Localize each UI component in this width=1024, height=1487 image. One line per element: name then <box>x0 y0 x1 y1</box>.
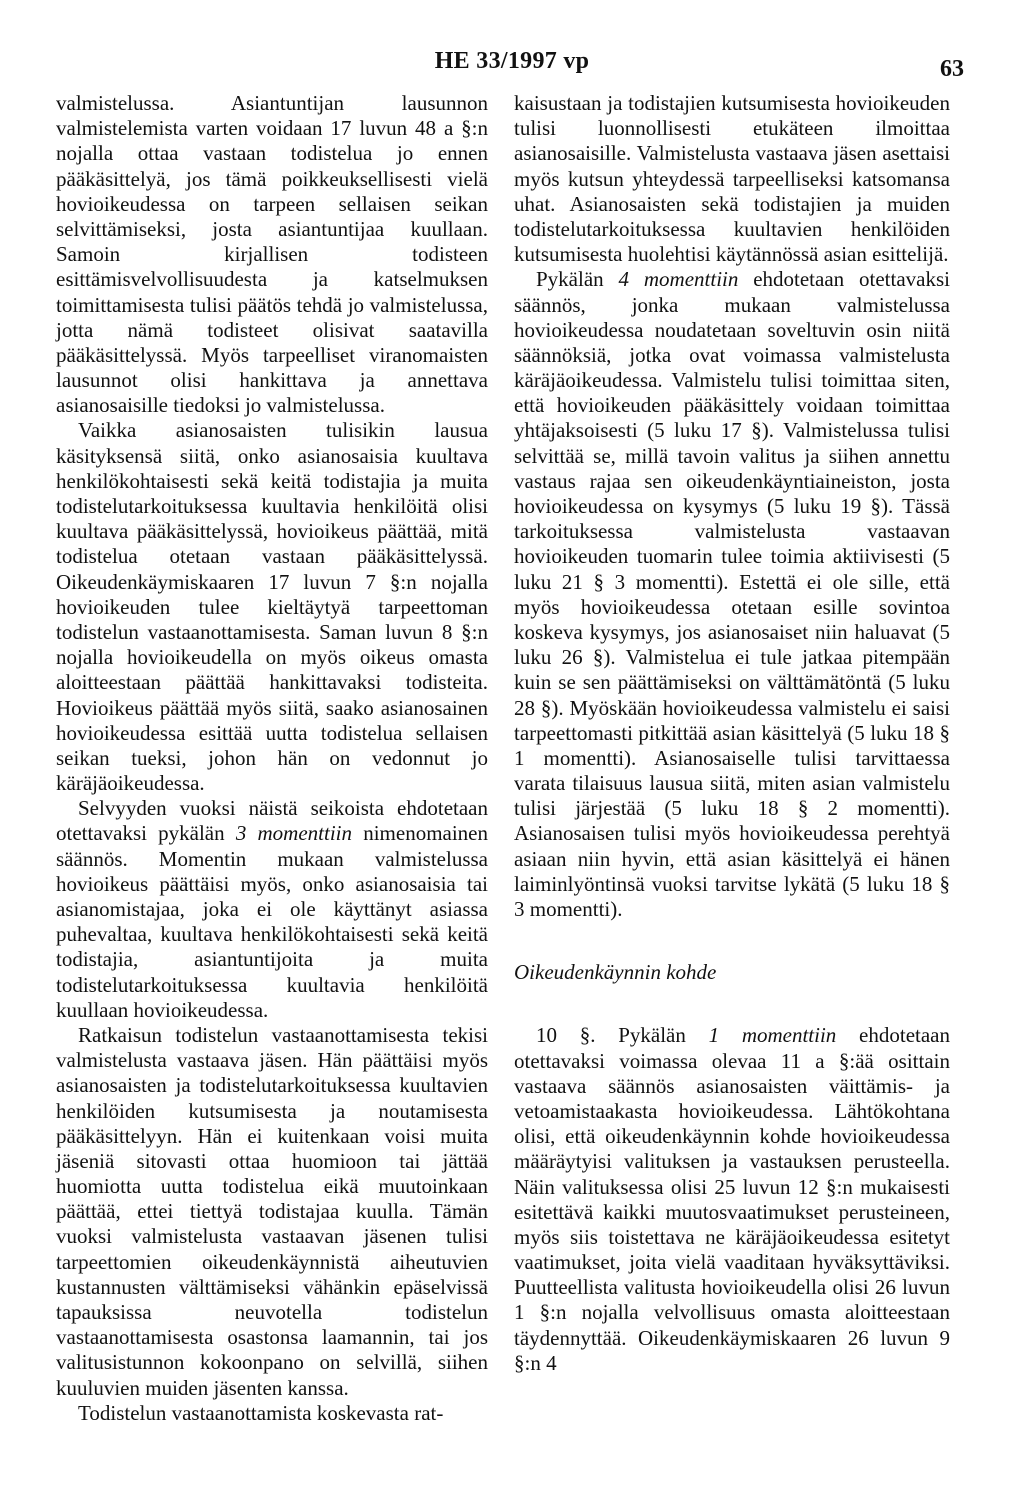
paragraph-text: Pykälän <box>536 267 619 292</box>
emphasis: 3 momenttiin <box>235 821 353 846</box>
emphasis: 1 momenttiin <box>708 1023 837 1048</box>
paragraph-text: ehdotetaan otettavaksi voimassa olevaa 11 a §:ää osittain vastaava säännös asianosaisten väittämis- ja vetoamistaakasta hovioikeudessa. Lähtökohtana olisi, että oikeudenkäynnin kohde hovioikeudessa määräytyisi valituksen ja vastauksen perusteella. Näin valituksessa olisi 25 luvun 12 §:n mukaisesti esitettävä kaikki muutosvaatimukset perusteineen, myös siis toistettava ne käräjäoikeudessa esitetyt vaatimukset, joita vielä vaaditaan hyväksyttäviksi. Puutteellista valitusta hovioikeudella olisi 26 luvun 1 §:n nojalla velvollisuus omasta aloitteestaan täydennyttää. Oikeudenkäymiskaaren 26 luvun 9 §:n 4 <box>514 1023 950 1375</box>
paragraph <box>56 796 488 1023</box>
page-number: 63 <box>940 56 964 82</box>
document-id: HE 33/1997 vp <box>434 48 590 74</box>
paragraph-text: nimenomainen säännös. Momentin mukaan valmistelussa hovioikeus päättäisi myös, onko asianosaisia tai asianomistajaa, joka ei ole käyttänyt asiassa puhevaltaa, kuultava henkilökohtaisesti sekä keitä todistajia, asiantuntijoita ja muita todistelutarkoituksessa kuultavia henkilöitä kuullaan hovioikeudessa. <box>56 821 488 1022</box>
paragraph <box>514 1023 950 1376</box>
section-heading: Oikeudenkäynnin kohde <box>514 960 717 985</box>
emphasis: 4 momenttiin <box>618 267 739 292</box>
paragraph: kaisustaan ja todistajien kutsumisesta hovioikeuden tulisi luonnollisesti etukäteen ilmoittaa asianosaisille. Valmistelusta vastaava jäsen asettaisi myös kutsun yhteydessä tarpeelliseksi katsomansa uhat. Asianosaisten sekä todistajien ja muiden todistelutarkoituksessa kuultavien henkilöiden kutsumisesta huolehtisi käytännössä asian esittelijä. <box>514 91 950 267</box>
paragraph: Todistelun vastaanottamista koskevasta rat- <box>78 1400 444 1425</box>
paragraph-text: Selvyyden vuoksi näistä seikoista ehdotetaan otettavaksi pykälän <box>56 796 488 846</box>
paragraph-text: ehdotetaan otettavaksi säännös, jonka mukaan valmistelussa hovioikeudessa noudatetaan soveltuvin osin niitä säännöksiä, jotka ovat voimassa valmistelusta käräjäoikeudessa. Valmistelu tulisi toimittaa siten, että hovioikeuden pääkäsittely voidaan toimittaa yhtäjaksoisesti (5 luku 17 §). Valmistelussa tulisi selvittää se, millä tavoin valitus ja siihen annettu vastaus rajaa sen oikeudenkäyntiaineiston, josta hovioikeudessa on kysymys (5 luku 19 §). Tässä tarkoituksessa valmistelusta vastaavan hovioikeuden tuomarin tulee toimia aktiivisesti (5 luku 21 § 3 momentti). Estettä ei ole sille, että myös hovioikeudessa otetaan esille sovintoa koskeva kysymys, jos asianosaiset niin haluavat (5 luku 26 §). Valmistelua ei tule jatkaa pitempään kuin se sen päättämiseksi on välttämätöntä (5 luku 28 §). Myöskään hovioikeudessa valmistelu ei saisi tarpeettomasti pitkittää asian käsittelyä (5 luku 18 § 1 momentti). Asianosaiselle tulisi tarvittaessa varata tilaisuus lausua siitä, miten asian valmistelu tulisi järjestää (5 luku 18 § 2 momentti). Asianosaisen tulisi myös hovioikeudessa perehtyä asiaan niin hyvin, että asian käsittelyä ei hänen laiminlyöntinsä vuoksi tarvitse lykätä (5 luku 18 § 3 momentti). <box>514 267 950 921</box>
paragraph: Vaikka asianosaisten tulisikin lausua käsityksensä siitä, onko asianosaisia kuultava henkilökohtaisesti sekä keitä todistajia ja muita todistelutarkoituksessa kuultavia henkilöitä olisi kuultava pääkäsittelyssä, hovioikeus päättää, mitä todistelua otetaan vastaan pääkäsittelyssä. Oikeudenkäymiskaaren 17 luvun 7 §:n nojalla hovioikeuden tulee kieltäytyä tarpeettoman todistelun vastaanottamisesta. Saman luvun 8 §:n nojalla hovioikeudella on myös oikeus omasta aloitteestaan päättää hankittavaksi todisteita. Hovioikeus päättää myös siitä, saako asianosainen hovioikeudessa esittää uutta todistelua sellaisen seikan tueksi, johon hän on vedonnut jo käräjäoikeudessa. <box>56 418 488 796</box>
paragraph: Ratkaisun todistelun vastaanottamisesta tekisi valmistelusta vastaava jäsen. Hän päättäisi myös asianosaisten ja todistelutarkoituksessa kuultavien henkilöiden kutsumisesta ja noutamisesta pääkäsittelyyn. Hän ei kuitenkaan voisi muita jäseniä sitovasti ottaa huomioon tai jättää huomiotta uutta todistelua eikä muutoinkaan päättää, ettei tiettyä todistajaa kuulla. Tämän vuoksi valmistelusta vastaavan jäsenen tulisi tarpeettomien oikeudenkäynnistä aiheutuvien kustannusten välttämiseksi vähänkin epäselvissä tapauksissa neuvotella todistelun vastaanottamisesta osastonsa laamannin, tai jos valitusistunnon kokoonpano on selvillä, siihen kuuluvien muiden jäsenten kanssa. <box>56 1022 488 1400</box>
left-column <box>56 91 488 1426</box>
paragraph <box>514 267 950 922</box>
right-column <box>514 91 950 1376</box>
page-header <box>0 44 1024 84</box>
paragraph: valmistelussa. Asiantuntijan lausunnon valmistelemista varten voidaan 17 luvun 48 a §:n nojalla ottaa vastaan todistelua jo ennen pääkäsittelyä, jos tämä poikkeuksellisesti vielä hovioikeudessa on tarpeen sellaisen seikan selvittämiseksi, josta asiantuntijaa kuullaan. Samoin kirjallisen todisteen esittämisvelvollisuudesta ja katselmuksen toimittamisesta tulisi päätös tehdä jo valmistelussa, jotta nämä todisteet olisivat saatavilla pääkäsittelyssä. Myös tarpeelliset viranomaisten lausunnot olisi hankittava ja annettava asianosaisille tiedoksi jo valmistelussa. <box>56 91 488 418</box>
paragraph-text: 10 §. Pykälän <box>536 1023 709 1048</box>
